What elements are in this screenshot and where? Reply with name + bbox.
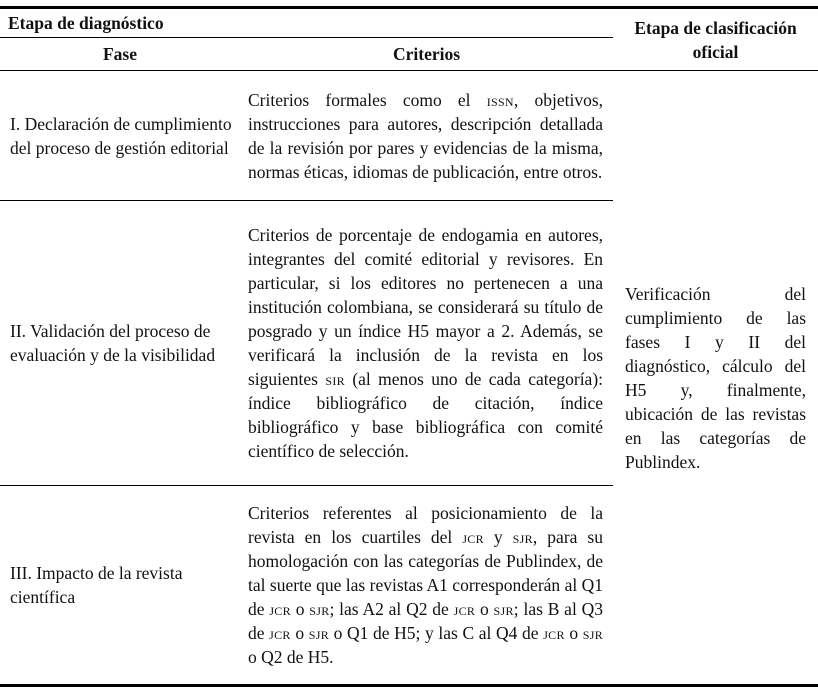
header-etapa-diagnostico: Etapa de diagnóstico <box>0 8 613 38</box>
header-fase: Fase <box>0 38 240 71</box>
cell-criterios-3: Criterios referentes al posicionamiento de la revista en los cuartiles del jcr y sjr, para su homologación con las categorías de Publindex, de tal suerte que las revistas A1 corresponderán al Q1 de jcr o sjr; las A2 al Q2 de jcr o sjr; las B al Q3 de jcr o sjr o Q1 de H5; y las C al Q4 de jcr o sjr o Q2 de H5. <box>248 503 604 667</box>
cell-fase-1: I. Declaración de cumplimiento del proceso de gestión editorial <box>0 71 240 201</box>
cell-fase-3: III. Impacto de la revista científica <box>10 563 183 607</box>
cell-fase-2: II. Validación del proceso de evaluación y de la visibilidad <box>0 201 240 486</box>
header-row-1 <box>0 8 818 38</box>
cell-clasificacion-oficial: Verificación del cumplimiento de las fases I y II del diagnóstico, cálculo del H5 y, finalmente, ubicación de las revistas en las categorías de Publindex. <box>625 283 807 472</box>
cell-criterios-1: Criterios formales como el issn, objetivos, instrucciones para autores, descripción detallada de la revisión por pares y evidencias de la misma, normas éticas, idiomas de publicación, entre otros. <box>240 71 613 201</box>
cell-criterios-2: Criterios de porcentaje de endogamia en autores, integrantes del comité editorial y revisores. En particular, si los editores no pertenecen a una institución colombiana, se considerará su título de posgrado y un índice H5 mayor a 2. Además, se verificará la inclusión de la revista en los siguientes sir (al menos uno de cada categoría): índice bibliográfico de citación, índice bibliográfico y base bibliográfica con comité científico de selección. <box>240 201 613 486</box>
table-row-phase-1 <box>0 71 818 201</box>
diagnostic-phases-table <box>0 6 818 687</box>
header-criterios: Criterios <box>240 38 613 71</box>
header-etapa-clasificacion: Etapa de clasificación oficial <box>613 8 818 71</box>
